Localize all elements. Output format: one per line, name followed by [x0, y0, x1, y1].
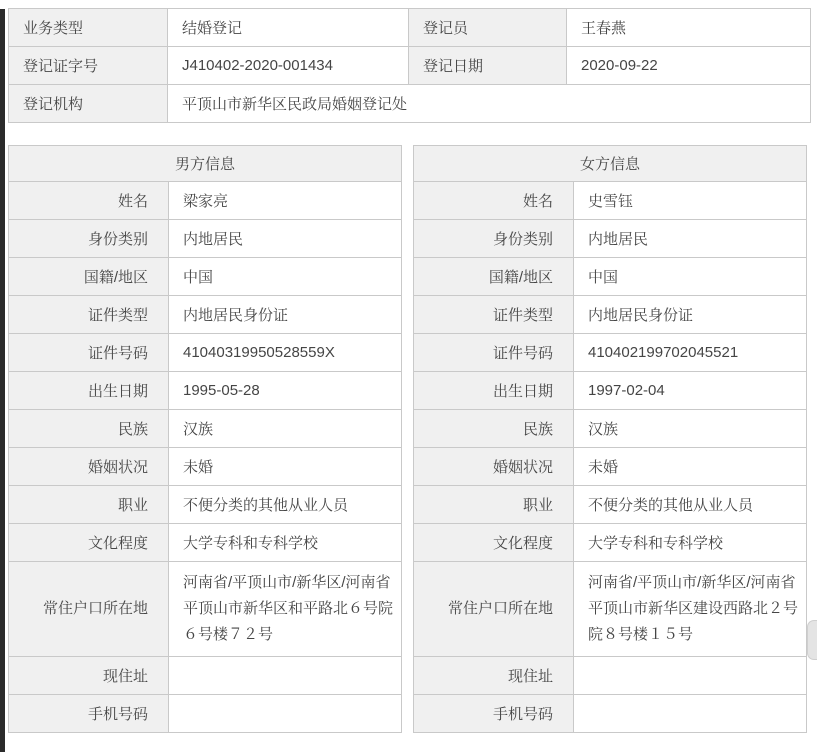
field-label-marital-status: 婚姻状况: [9, 448, 169, 486]
field-label-mobile-number: 手机号码: [414, 695, 574, 733]
male-info-title: 男方信息: [9, 146, 402, 182]
table-row: [414, 657, 807, 695]
table-row: [9, 334, 402, 372]
field-label-nationality: 国籍/地区: [9, 258, 169, 296]
business-type-value: 结婚登记: [168, 9, 409, 47]
table-row: [414, 258, 807, 296]
registration-office-value: 平顶山市新华区民政局婚姻登记处: [168, 85, 811, 123]
field-value-name: 梁家亮: [169, 182, 402, 220]
field-value-identity-type: 内地居民: [169, 220, 402, 258]
page-left-edge-strip: [0, 9, 5, 752]
field-label-household-address: 常住户口所在地: [414, 562, 574, 657]
table-row: [9, 296, 402, 334]
table-row: [9, 562, 402, 657]
registration-office-label: 登记机构: [9, 85, 168, 123]
table-row: [9, 220, 402, 258]
field-value-current-address: [574, 657, 807, 695]
registration-date-value: 2020-09-22: [567, 47, 811, 85]
table-row: [414, 296, 807, 334]
field-label-identity-type: 身份类别: [9, 220, 169, 258]
field-value-occupation: 不便分类的其他从业人员: [169, 486, 402, 524]
field-value-id-type: 内地居民身份证: [169, 296, 402, 334]
table-row: [414, 562, 807, 657]
field-label-id-number: 证件号码: [9, 334, 169, 372]
business-type-label: 业务类型: [9, 9, 168, 47]
field-label-education: 文化程度: [9, 524, 169, 562]
field-label-occupation: 职业: [9, 486, 169, 524]
registration-date-label: 登记日期: [409, 47, 567, 85]
table-row: [414, 220, 807, 258]
field-value-education: 大学专科和专科学校: [169, 524, 402, 562]
field-value-birth-date: 1995-05-28: [169, 372, 402, 410]
field-label-marital-status: 婚姻状况: [414, 448, 574, 486]
field-label-identity-type: 身份类别: [414, 220, 574, 258]
table-row: [414, 524, 807, 562]
field-value-identity-type: 内地居民: [574, 220, 807, 258]
table-row: [414, 410, 807, 448]
table-row: [414, 334, 807, 372]
table-row: [414, 182, 807, 220]
table-row: [9, 657, 402, 695]
field-label-birth-date: 出生日期: [9, 372, 169, 410]
field-value-mobile-number: [169, 695, 402, 733]
table-header-row: [414, 146, 807, 182]
field-value-nationality: 中国: [574, 258, 807, 296]
female-info-table: [413, 145, 807, 733]
table-row: [9, 47, 811, 85]
field-value-marital-status: 未婚: [169, 448, 402, 486]
field-label-occupation: 职业: [414, 486, 574, 524]
field-label-nationality: 国籍/地区: [414, 258, 574, 296]
field-value-name: 史雪钰: [574, 182, 807, 220]
field-value-ethnicity: 汉族: [574, 410, 807, 448]
table-row: [9, 372, 402, 410]
scrollbar-thumb[interactable]: [807, 620, 817, 660]
field-value-mobile-number: [574, 695, 807, 733]
field-label-id-type: 证件类型: [414, 296, 574, 334]
male-info-table: [8, 145, 402, 733]
field-value-household-address: 河南省/平顶山市/新华区/河南省平顶山市新华区和平路北６号院６号楼７２号: [169, 562, 402, 657]
field-value-id-number: 41040319950528559X: [169, 334, 402, 372]
table-row: [9, 182, 402, 220]
table-row: [414, 372, 807, 410]
field-label-current-address: 现住址: [414, 657, 574, 695]
registrar-label: 登记员: [409, 9, 567, 47]
field-value-nationality: 中国: [169, 258, 402, 296]
field-label-id-number: 证件号码: [414, 334, 574, 372]
certificate-number-value: J410402-2020-001434: [168, 47, 409, 85]
field-value-education: 大学专科和专科学校: [574, 524, 807, 562]
table-row: [9, 695, 402, 733]
registration-summary-table: [8, 8, 811, 123]
certificate-number-label: 登记证字号: [9, 47, 168, 85]
field-value-occupation: 不便分类的其他从业人员: [574, 486, 807, 524]
table-row: [9, 258, 402, 296]
field-value-id-number: 410402199702045521: [574, 334, 807, 372]
field-label-name: 姓名: [9, 182, 169, 220]
field-label-ethnicity: 民族: [9, 410, 169, 448]
field-value-current-address: [169, 657, 402, 695]
table-row: [414, 486, 807, 524]
field-label-name: 姓名: [414, 182, 574, 220]
field-label-current-address: 现住址: [9, 657, 169, 695]
table-row: [414, 695, 807, 733]
table-header-row: [9, 146, 402, 182]
female-info-title: 女方信息: [414, 146, 807, 182]
field-value-birth-date: 1997-02-04: [574, 372, 807, 410]
field-label-birth-date: 出生日期: [414, 372, 574, 410]
table-row: [9, 486, 402, 524]
table-row: [9, 448, 402, 486]
table-row: [414, 448, 807, 486]
table-row: [9, 85, 811, 123]
registrar-value: 王春燕: [567, 9, 811, 47]
field-label-household-address: 常住户口所在地: [9, 562, 169, 657]
field-value-household-address: 河南省/平顶山市/新华区/河南省平顶山市新华区建设西路北２号院８号楼１５号: [574, 562, 807, 657]
table-row: [9, 410, 402, 448]
field-value-id-type: 内地居民身份证: [574, 296, 807, 334]
field-value-marital-status: 未婚: [574, 448, 807, 486]
field-value-ethnicity: 汉族: [169, 410, 402, 448]
field-label-ethnicity: 民族: [414, 410, 574, 448]
field-label-education: 文化程度: [414, 524, 574, 562]
field-label-id-type: 证件类型: [9, 296, 169, 334]
field-label-mobile-number: 手机号码: [9, 695, 169, 733]
table-row: [9, 524, 402, 562]
table-row: [9, 9, 811, 47]
